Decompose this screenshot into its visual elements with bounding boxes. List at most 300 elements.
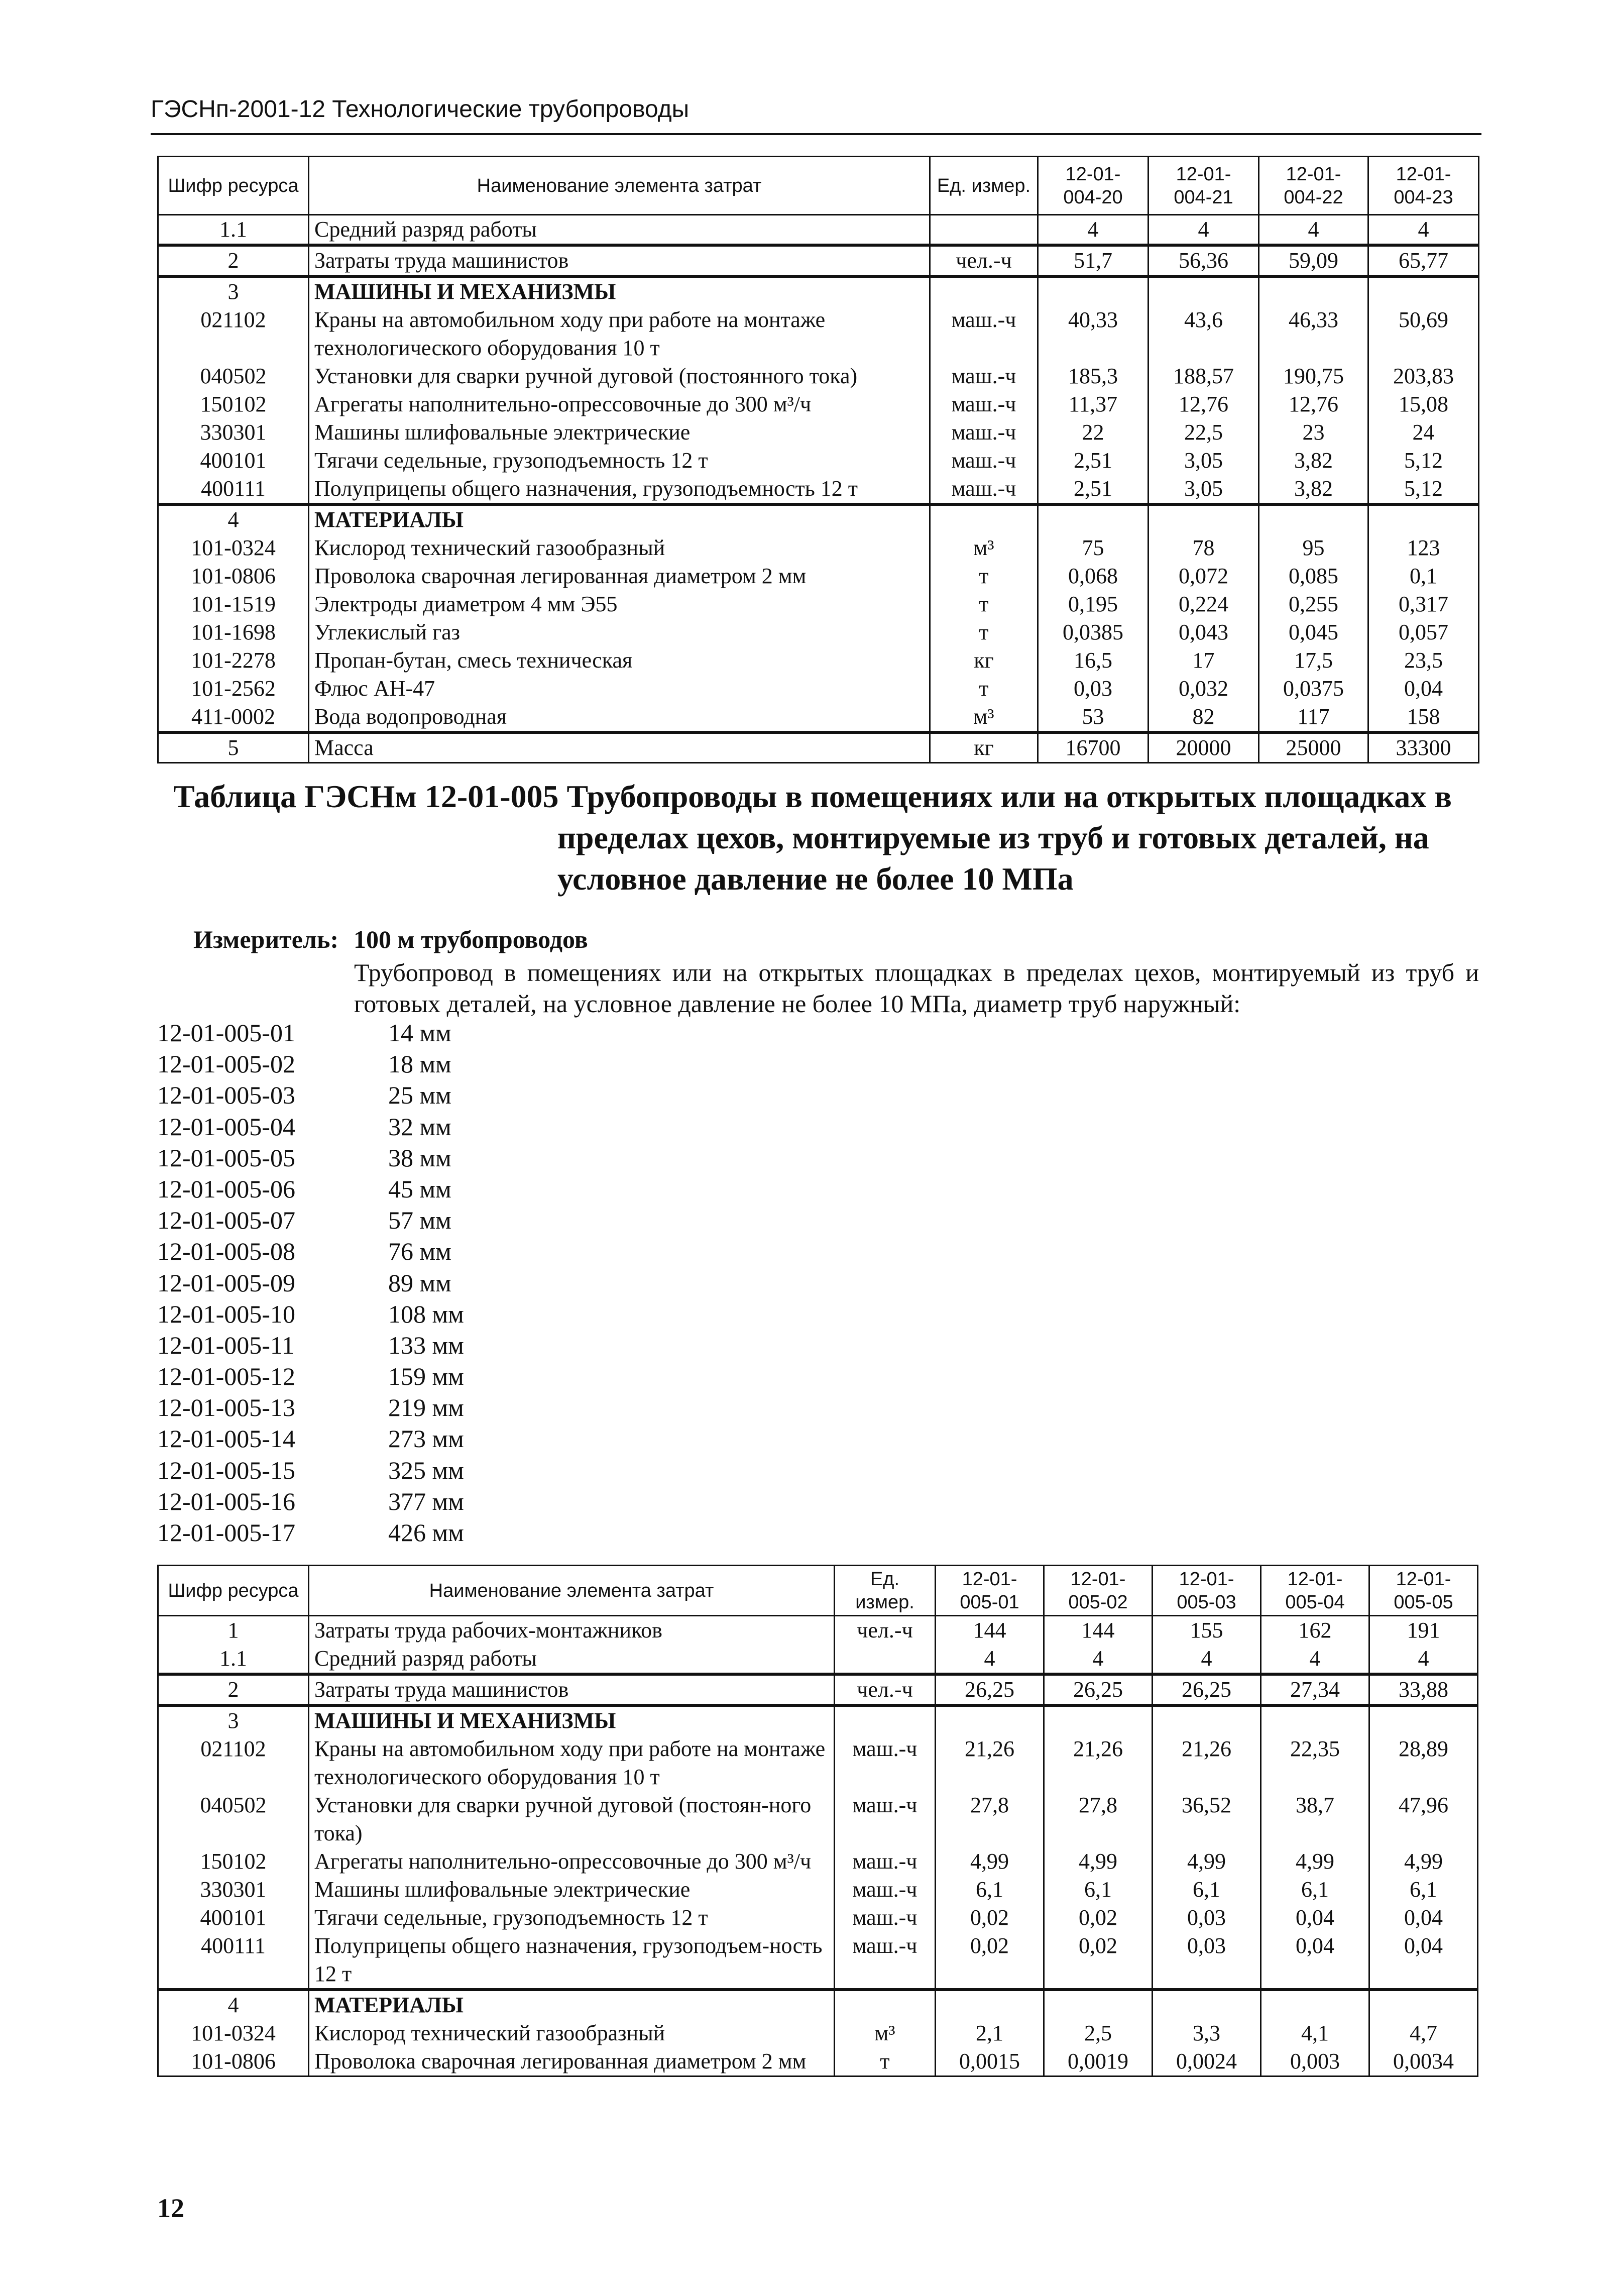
norm-value: 2,5 xyxy=(1044,2019,1153,2047)
resource-code: 5 xyxy=(158,732,309,763)
resource-code: 4 xyxy=(158,1990,309,2019)
resource-table-004 xyxy=(157,156,1479,763)
norm-value: 2,51 xyxy=(1038,447,1149,475)
resource-unit: маш.-ч xyxy=(835,1791,936,1847)
resource-name: Машины шлифовальные электрические xyxy=(309,1876,835,1904)
table-row xyxy=(158,362,1479,390)
meter-line xyxy=(193,924,588,954)
resource-unit: кг xyxy=(930,646,1038,675)
header-rule xyxy=(151,133,1481,135)
resource-unit: маш.-ч xyxy=(835,1932,936,1990)
norm-value: 4,99 xyxy=(1261,1847,1369,1876)
norm-value: 4,1 xyxy=(1261,2019,1369,2047)
table-row xyxy=(158,390,1479,418)
norm-value: 4 xyxy=(1038,215,1149,246)
norm-code: 12-01-005-08 xyxy=(157,1237,295,1266)
resource-code: 040502 xyxy=(158,1791,309,1847)
norm-value: 23,5 xyxy=(1368,646,1479,675)
header-resource-code: Шифр ресурса xyxy=(158,157,309,215)
header-norm-code: 12-01- 004-23 xyxy=(1368,157,1479,215)
norm-value: 4,99 xyxy=(1044,1847,1153,1876)
header-norm-code: 12-01- 005-05 xyxy=(1369,1566,1478,1616)
page-number: 12 xyxy=(157,2193,184,2223)
resource-unit: маш.-ч xyxy=(930,447,1038,475)
header-norm-code: 12-01- 005-01 xyxy=(936,1566,1044,1616)
header-cost-element: Наименование элемента затрат xyxy=(309,1566,835,1616)
norm-value: 26,25 xyxy=(1153,1674,1261,1705)
header-norm-code: 12-01- 005-03 xyxy=(1153,1566,1261,1616)
norm-value: 47,96 xyxy=(1369,1791,1478,1847)
resource-code: 330301 xyxy=(158,418,309,447)
norm-value: 51,7 xyxy=(1038,245,1149,276)
resource-unit: т xyxy=(930,590,1038,618)
norm-value: 158 xyxy=(1368,703,1479,732)
header-norm-code: 12-01- 005-04 xyxy=(1261,1566,1369,1616)
resource-unit: т xyxy=(930,675,1038,703)
table-row xyxy=(158,1932,1478,1990)
resource-name: Затраты труда рабочих-монтажников xyxy=(309,1616,835,1645)
norm-value: 23 xyxy=(1259,418,1368,447)
resource-unit: маш.-ч xyxy=(835,1847,936,1876)
resource-code: 2 xyxy=(158,245,309,276)
norm-value: 2,51 xyxy=(1038,475,1149,504)
norm-value: 4,7 xyxy=(1369,2019,1478,2047)
resource-unit: чел.-ч xyxy=(835,1674,936,1705)
resource-code: 3 xyxy=(158,1705,309,1735)
resource-code: 400101 xyxy=(158,447,309,475)
resource-code: 101-0806 xyxy=(158,562,309,590)
norm-value: 21,26 xyxy=(1044,1735,1153,1791)
resource-unit: маш.-ч xyxy=(835,1904,936,1932)
norm-value: 155 xyxy=(1153,1616,1261,1645)
resource-name: Затраты труда машинистов xyxy=(309,1674,835,1705)
norm-value: 144 xyxy=(1044,1616,1153,1645)
resource-code: 021102 xyxy=(158,306,309,362)
resource-name: Проволока сварочная легированная диаметром 2 мм xyxy=(309,562,930,590)
norm-value: 144 xyxy=(936,1616,1044,1645)
norm-value: 0,085 xyxy=(1259,562,1368,590)
norm-value: 0,0015 xyxy=(936,2047,1044,2076)
pipe-diameter: 108 мм xyxy=(388,1299,464,1328)
pipe-diameter: 219 мм xyxy=(388,1393,464,1422)
norm-value: 0,043 xyxy=(1149,618,1259,646)
norm-code: 12-01-005-11 xyxy=(157,1331,295,1359)
norm-value: 0,03 xyxy=(1038,675,1149,703)
resource-unit: т xyxy=(835,2047,936,2076)
table-row xyxy=(158,703,1479,732)
norm-value: 0,04 xyxy=(1369,1932,1478,1990)
resource-name: Вода водопроводная xyxy=(309,703,930,732)
norm-value: 17,5 xyxy=(1259,646,1368,675)
resource-name: Углекислый газ xyxy=(309,618,930,646)
table-caption xyxy=(173,776,1499,900)
norm-value: 117 xyxy=(1259,703,1368,732)
resource-code: 101-0324 xyxy=(158,2019,309,2047)
norm-value: 40,33 xyxy=(1038,306,1149,362)
norm-value: 6,1 xyxy=(1369,1876,1478,1904)
norm-value: 0,03 xyxy=(1153,1932,1261,1990)
norm-value: 65,77 xyxy=(1368,245,1479,276)
norm-value: 203,83 xyxy=(1368,362,1479,390)
pipe-diameter: 159 мм xyxy=(388,1362,464,1391)
norm-value: 21,26 xyxy=(936,1735,1044,1791)
pipe-diameter: 325 мм xyxy=(388,1456,464,1484)
norm-value: 50,69 xyxy=(1368,306,1479,362)
norm-value: 123 xyxy=(1368,534,1479,562)
resource-name: Кислород технический газообразный xyxy=(309,534,930,562)
norm-value: 12,76 xyxy=(1149,390,1259,418)
resource-unit: т xyxy=(930,562,1038,590)
resource-code: 150102 xyxy=(158,1847,309,1876)
norm-code: 12-01-005-10 xyxy=(157,1299,295,1328)
norm-value: 0,068 xyxy=(1038,562,1149,590)
norm-value: 4 xyxy=(1368,215,1479,246)
norm-value: 17 xyxy=(1149,646,1259,675)
pipe-diameter: 89 мм xyxy=(388,1268,451,1297)
norm-value: 0,0024 xyxy=(1153,2047,1261,2076)
resource-name: Средний разряд работы xyxy=(309,215,930,246)
resource-name: Флюс АН-47 xyxy=(309,675,930,703)
norm-value: 0,03 xyxy=(1153,1904,1261,1932)
norm-value: 0,04 xyxy=(1368,675,1479,703)
resource-code: 400111 xyxy=(158,475,309,504)
resource-code: 101-2562 xyxy=(158,675,309,703)
norm-value: 0,045 xyxy=(1259,618,1368,646)
norm-value: 6,1 xyxy=(1261,1876,1369,1904)
resource-name: Машины шлифовальные электрические xyxy=(309,418,930,447)
pipe-diameter: 18 мм xyxy=(388,1050,451,1078)
running-header: ГЭСНп-2001-12 Технологические трубопроводы xyxy=(151,96,690,123)
norm-value: 4 xyxy=(1259,215,1368,246)
norm-value: 5,12 xyxy=(1368,447,1479,475)
norm-value: 6,1 xyxy=(936,1876,1044,1904)
section-row-materials xyxy=(158,1990,1478,2019)
resource-name: Агрегаты наполнительно-опрессовочные до 300 м³/ч xyxy=(309,390,930,418)
section-title: МАТЕРИАЛЫ xyxy=(309,1990,835,2019)
pipe-diameter: 377 мм xyxy=(388,1487,464,1515)
work-description: Трубопровод в помещениях или на открытых площадках в пределах цехов, монтируемый из труб и готовых деталей, на условное давление не более 10 МПа, диаметр труб наружный: xyxy=(354,958,1479,1018)
norm-value: 3,05 xyxy=(1149,475,1259,504)
resource-code: 101-2278 xyxy=(158,646,309,675)
norm-code: 12-01-005-06 xyxy=(157,1174,295,1203)
norm-value: 24 xyxy=(1368,418,1479,447)
resource-unit xyxy=(930,215,1038,246)
pipe-diameter: 38 мм xyxy=(388,1143,451,1172)
resource-unit: маш.-ч xyxy=(930,418,1038,447)
norm-value: 0,1 xyxy=(1368,562,1479,590)
norm-value: 0,0375 xyxy=(1259,675,1368,703)
norm-value: 0,255 xyxy=(1259,590,1368,618)
norm-value: 22,5 xyxy=(1149,418,1259,447)
resource-code: 330301 xyxy=(158,1876,309,1904)
resource-name: Полуприцепы общего назначения, грузоподъем-ность 12 т xyxy=(309,1932,835,1990)
norm-value: 0,04 xyxy=(1261,1904,1369,1932)
table-row xyxy=(158,1674,1478,1705)
resource-name: Тягачи седельные, грузоподъемность 12 т xyxy=(309,447,930,475)
norm-value: 3,05 xyxy=(1149,447,1259,475)
resource-unit: маш.-ч xyxy=(930,306,1038,362)
resource-code: 3 xyxy=(158,276,309,306)
table-row xyxy=(158,675,1479,703)
norm-value: 15,08 xyxy=(1368,390,1479,418)
caption-line: условное давление не более 10 МПа xyxy=(557,861,1074,897)
norm-code: 12-01-005-01 xyxy=(157,1019,295,1047)
norm-value: 38,7 xyxy=(1261,1791,1369,1847)
header-norm-code: 12-01- 004-20 xyxy=(1038,157,1149,215)
norm-value: 0,02 xyxy=(936,1904,1044,1932)
table-row xyxy=(158,2047,1478,2076)
table-row xyxy=(158,475,1479,504)
resource-name: Проволока сварочная легированная диаметром 2 мм xyxy=(309,2047,835,2076)
norm-value: 0,02 xyxy=(1044,1904,1153,1932)
meter-value: 100 м трубопроводов xyxy=(354,925,588,953)
norm-code: 12-01-005-05 xyxy=(157,1143,295,1172)
norm-value: 4 xyxy=(936,1645,1044,1674)
section-row-machines xyxy=(158,276,1479,306)
table-row xyxy=(158,1735,1478,1791)
norm-value: 75 xyxy=(1038,534,1149,562)
norm-value: 0,0034 xyxy=(1369,2047,1478,2076)
norm-value: 5,12 xyxy=(1368,475,1479,504)
header-norm-code: 12-01- 004-22 xyxy=(1259,157,1368,215)
resource-code: 1.1 xyxy=(158,1645,309,1674)
resource-code: 040502 xyxy=(158,362,309,390)
norm-value: 26,25 xyxy=(936,1674,1044,1705)
section-row-machines xyxy=(158,1705,1478,1735)
norm-value: 0,072 xyxy=(1149,562,1259,590)
resource-name: Агрегаты наполнительно-опрессовочные до 300 м³/ч xyxy=(309,1847,835,1876)
header-norm-code: 12-01- 005-02 xyxy=(1044,1566,1153,1616)
norm-code: 12-01-005-02 xyxy=(157,1050,295,1078)
resource-code: 400111 xyxy=(158,1932,309,1990)
resource-name: Электроды диаметром 4 мм Э55 xyxy=(309,590,930,618)
table-row xyxy=(158,1876,1478,1904)
norm-code: 12-01-005-14 xyxy=(157,1425,295,1453)
norm-value: 95 xyxy=(1259,534,1368,562)
header-cost-element: Наименование элемента затрат xyxy=(309,157,930,215)
resource-unit: м³ xyxy=(835,2019,936,2047)
resource-code: 101-1519 xyxy=(158,590,309,618)
table-row xyxy=(158,1645,1478,1674)
resource-name: Полуприцепы общего назначения, грузоподъемность 12 т xyxy=(309,475,930,504)
norm-value: 27,8 xyxy=(1044,1791,1153,1847)
norm-value: 3,82 xyxy=(1259,447,1368,475)
section-row-materials xyxy=(158,504,1479,534)
norm-value: 0,195 xyxy=(1038,590,1149,618)
norm-value: 12,76 xyxy=(1259,390,1368,418)
pipe-diameter: 57 мм xyxy=(388,1206,451,1235)
pipe-diameter: 426 мм xyxy=(388,1518,464,1547)
resource-code: 101-0806 xyxy=(158,2047,309,2076)
norm-value: 4 xyxy=(1149,215,1259,246)
table-row xyxy=(158,447,1479,475)
norm-code: 12-01-005-15 xyxy=(157,1456,295,1484)
resource-code: 021102 xyxy=(158,1735,309,1791)
norm-value: 0,0019 xyxy=(1044,2047,1153,2076)
norm-value: 0,003 xyxy=(1261,2047,1369,2076)
resource-name: Затраты труда машинистов xyxy=(309,245,930,276)
norm-value: 11,37 xyxy=(1038,390,1149,418)
norm-value: 27,34 xyxy=(1261,1674,1369,1705)
pipe-diameter: 14 мм xyxy=(388,1019,451,1047)
norm-value: 33,88 xyxy=(1369,1674,1478,1705)
norm-value: 53 xyxy=(1038,703,1149,732)
norm-value: 21,26 xyxy=(1153,1735,1261,1791)
norm-value: 191 xyxy=(1369,1616,1478,1645)
table-row xyxy=(158,1904,1478,1932)
pipe-diameter: 25 мм xyxy=(388,1081,451,1110)
norm-value: 6,1 xyxy=(1044,1876,1153,1904)
table-row xyxy=(158,245,1479,276)
resource-code: 101-0324 xyxy=(158,534,309,562)
norm-value: 0,057 xyxy=(1368,618,1479,646)
norm-code: 12-01-005-03 xyxy=(157,1081,295,1110)
table-row xyxy=(158,215,1479,246)
norm-value: 162 xyxy=(1261,1616,1369,1645)
table-row xyxy=(158,562,1479,590)
norm-value: 28,89 xyxy=(1369,1735,1478,1791)
table-row xyxy=(158,1847,1478,1876)
resource-unit: маш.-ч xyxy=(835,1876,936,1904)
norm-value: 36,52 xyxy=(1153,1791,1261,1847)
norm-value: 56,36 xyxy=(1149,245,1259,276)
norm-code: 12-01-005-13 xyxy=(157,1393,295,1422)
norm-value: 43,6 xyxy=(1149,306,1259,362)
norm-code: 12-01-005-16 xyxy=(157,1487,295,1515)
header-unit: Ед. измер. xyxy=(835,1566,936,1616)
norm-code: 12-01-005-07 xyxy=(157,1206,295,1235)
table-row xyxy=(158,590,1479,618)
resource-unit: маш.-ч xyxy=(930,390,1038,418)
resource-unit: маш.-ч xyxy=(835,1735,936,1791)
norm-value: 4 xyxy=(1261,1645,1369,1674)
norm-value: 22 xyxy=(1038,418,1149,447)
resource-name: Кислород технический газообразный xyxy=(309,2019,835,2047)
resource-name: Тягачи седельные, грузоподъемность 12 т xyxy=(309,1904,835,1932)
pipe-diameter: 32 мм xyxy=(388,1112,451,1141)
resource-unit: кг xyxy=(930,732,1038,763)
resource-unit: маш.-ч xyxy=(930,475,1038,504)
norm-value: 46,33 xyxy=(1259,306,1368,362)
resource-code: 1.1 xyxy=(158,215,309,246)
norm-code: 12-01-005-09 xyxy=(157,1268,295,1297)
resource-name: Средний разряд работы xyxy=(309,1645,835,1674)
norm-value: 3,3 xyxy=(1153,2019,1261,2047)
norm-value: 188,57 xyxy=(1149,362,1259,390)
resource-unit: чел.-ч xyxy=(930,245,1038,276)
norm-value: 0,032 xyxy=(1149,675,1259,703)
pipe-diameter: 45 мм xyxy=(388,1174,451,1203)
norm-code: 12-01-005-12 xyxy=(157,1362,295,1391)
resource-code: 400101 xyxy=(158,1904,309,1932)
table-row xyxy=(158,418,1479,447)
resource-code: 411-0002 xyxy=(158,703,309,732)
header-resource-code: Шифр ресурса xyxy=(158,1566,309,1616)
pipe-diameter: 76 мм xyxy=(388,1237,451,1266)
resource-name: Краны на автомобильном ходу при работе на монтаже технологического оборудования 10 т xyxy=(309,1735,835,1791)
norm-value: 3,82 xyxy=(1259,475,1368,504)
pipe-diameter: 273 мм xyxy=(388,1425,464,1453)
table-row xyxy=(158,1616,1478,1645)
table-row xyxy=(158,1791,1478,1847)
resource-code: 150102 xyxy=(158,390,309,418)
table-row xyxy=(158,306,1479,362)
norm-value: 25000 xyxy=(1259,732,1368,763)
resource-unit: т xyxy=(930,618,1038,646)
norm-value: 27,8 xyxy=(936,1791,1044,1847)
norm-value: 4,99 xyxy=(1369,1847,1478,1876)
norm-value: 0,02 xyxy=(1044,1932,1153,1990)
norm-value: 0,04 xyxy=(1261,1932,1369,1990)
norm-code: 12-01-005-17 xyxy=(157,1518,295,1547)
norm-value: 4 xyxy=(1153,1645,1261,1674)
norm-value: 4 xyxy=(1369,1645,1478,1674)
resource-unit: м³ xyxy=(930,703,1038,732)
table-row xyxy=(158,646,1479,675)
resource-name: Краны на автомобильном ходу при работе на монтаже технологического оборудования 10 т xyxy=(309,306,930,362)
resource-unit: маш.-ч xyxy=(930,362,1038,390)
norm-value: 22,35 xyxy=(1261,1735,1369,1791)
norm-value: 185,3 xyxy=(1038,362,1149,390)
norm-value: 2,1 xyxy=(936,2019,1044,2047)
resource-code: 2 xyxy=(158,1674,309,1705)
table-row xyxy=(158,618,1479,646)
resource-unit: чел.-ч xyxy=(835,1616,936,1645)
norm-value: 16700 xyxy=(1038,732,1149,763)
resource-unit xyxy=(835,1645,936,1674)
norm-value: 16,5 xyxy=(1038,646,1149,675)
section-title: МАШИНЫ И МЕХАНИЗМЫ xyxy=(309,1705,835,1735)
norm-value: 190,75 xyxy=(1259,362,1368,390)
norm-value: 4,99 xyxy=(1153,1847,1261,1876)
resource-code: 101-1698 xyxy=(158,618,309,646)
norm-value: 0,224 xyxy=(1149,590,1259,618)
resource-name: Установки для сварки ручной дуговой (постоянного тока) xyxy=(309,362,930,390)
resource-table-005 xyxy=(157,1565,1478,2077)
norm-value: 6,1 xyxy=(1153,1876,1261,1904)
resource-name: Установки для сварки ручной дуговой (постоян-ного тока) xyxy=(309,1791,835,1847)
norm-value: 4,99 xyxy=(936,1847,1044,1876)
norm-value: 0,317 xyxy=(1368,590,1479,618)
norm-value: 33300 xyxy=(1368,732,1479,763)
norm-value: 82 xyxy=(1149,703,1259,732)
caption-line: Таблица ГЭСНм 12-01-005 Трубопроводы в помещениях или на открытых площадках в xyxy=(173,779,1452,814)
norm-value: 0,0385 xyxy=(1038,618,1149,646)
norm-value: 4 xyxy=(1044,1645,1153,1674)
norm-value: 0,04 xyxy=(1369,1904,1478,1932)
resource-name: Пропан-бутан, смесь техническая xyxy=(309,646,930,675)
pipe-diameter: 133 мм xyxy=(388,1331,464,1359)
section-title: МАШИНЫ И МЕХАНИЗМЫ xyxy=(309,276,930,306)
norm-value: 78 xyxy=(1149,534,1259,562)
norm-code: 12-01-005-04 xyxy=(157,1112,295,1141)
meter-label: Измеритель: xyxy=(193,925,339,953)
resource-code: 1 xyxy=(158,1616,309,1645)
resource-unit: м³ xyxy=(930,534,1038,562)
header-norm-code: 12-01- 004-21 xyxy=(1149,157,1259,215)
norm-value: 26,25 xyxy=(1044,1674,1153,1705)
norm-value: 59,09 xyxy=(1259,245,1368,276)
section-title: МАТЕРИАЛЫ xyxy=(309,504,930,534)
norm-value: 20000 xyxy=(1149,732,1259,763)
header-unit: Ед. измер. xyxy=(930,157,1038,215)
resource-code: 4 xyxy=(158,504,309,534)
caption-line: пределах цехов, монтируемые из труб и готовых деталей, на xyxy=(557,820,1429,855)
table-row xyxy=(158,732,1479,763)
resource-name: Масса xyxy=(309,732,930,763)
norm-value: 0,02 xyxy=(936,1932,1044,1990)
table-row xyxy=(158,534,1479,562)
